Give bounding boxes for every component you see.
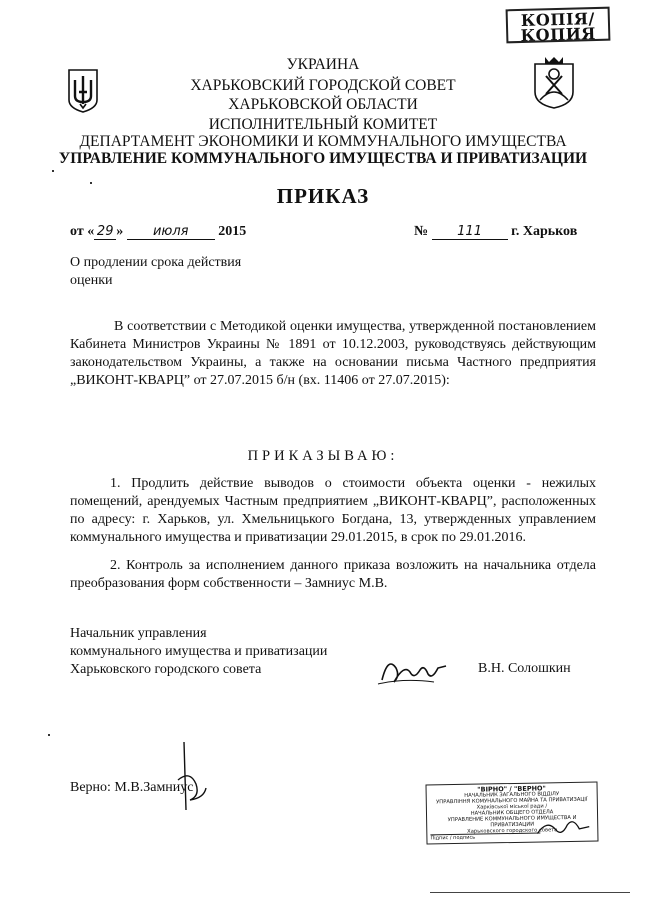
preamble-paragraph: В соответствии с Методикой оценки имущества, утвержденной постановлением Кабинета Министров Украины № 1891 от 10.12.2003, руководствуясь действующим законодательством Украины, а также на основании письма Частного предприятия „ВИКОНТ-КВАРЦ” от 27.07.2015 б/н (вх. 11406 от 27.07.2015): — [70, 319, 596, 388]
signatory-line2: коммунального имущества и приватизации — [70, 644, 328, 659]
stamp-line4: Харківської міської ради / — [476, 803, 548, 811]
stamp-line1: "ВІРНО" / "ВЕРНО" — [477, 784, 546, 794]
stamp-line5: НАЧАЛЬНИК ОБЩЕГО ОТДЕЛА — [470, 809, 554, 817]
scan-speck — [52, 170, 54, 172]
number-value: 111 — [432, 224, 508, 240]
scan-edge-line — [430, 892, 630, 893]
header-region: ХАРЬКОВСКОЙ ОБЛАСТИ — [228, 96, 418, 113]
date-prefix: от « — [70, 224, 95, 239]
stamp-line3: УПРАВЛІННЯ КОМУНАЛЬНОГО МАЙНА ТА ПРИВАТИЗАЦІЇ — [436, 796, 588, 806]
signatory-name: В.Н. Солошкин — [478, 661, 571, 676]
scan-speck — [90, 182, 92, 184]
signatory-line3: Харьковского городского совета — [70, 662, 262, 677]
order-item-2: 2. Контроль за исполнением данного приказа возложить на начальника отдела преобразования форм собственности – Замниус М.В. — [70, 558, 596, 591]
header-department: ДЕПАРТАМЕНТ ЭКОНОМИКИ И КОММУНАЛЬНОГО ИМУЩЕСТВА — [79, 133, 567, 150]
order-item-1: 1. Продлить действие выводов о стоимости объекта оценки - нежилых помещений, арендуемых Частным предприятием „ВИКОНТ-КВАРЦ”, расположенных по адресу: г. Харьков, ул. Хмельницького Богдана, 13, утвержденных управлением коммунального имущества и приватизации 29.01.2015, в срок по 29.01.2016. — [70, 476, 596, 545]
signatory-line1: Начальник управления — [70, 626, 207, 641]
date-year: 2015 — [218, 224, 247, 239]
copy-stamp-line2: КОПИЯ — [520, 24, 597, 45]
number-city: г. Харьков — [511, 224, 578, 239]
order-number — [414, 224, 577, 240]
stamp-signature-icon — [533, 815, 593, 840]
order-subject: О продлении срока действия оценки — [70, 255, 242, 288]
scan-speck — [48, 734, 50, 736]
stamp-line2: НАЧАЛЬНИК ЗАГАЛЬНОГО ВІДДІЛУ — [464, 791, 560, 799]
stamp-line6: УПРАВЛЕНИЕ КОММУНАЛЬНОГО ИМУЩЕСТВА И ПРИВАТИЗАЦИИ — [447, 814, 577, 829]
header-office: УПРАВЛЕНИЕ КОММУНАЛЬНОГО ИМУЩЕСТВА И ПРИВАТИЗАЦИИ — [58, 150, 588, 167]
order-word: ПРИКАЗЫВАЮ: — [247, 448, 399, 464]
document-title: ПРИКАЗ — [276, 184, 370, 208]
number-prefix: № — [414, 224, 429, 239]
verified-stamp — [425, 782, 598, 845]
header-country: УКРАИНА — [286, 56, 360, 73]
order-date — [70, 224, 246, 240]
stamp-line7: Харьковского городского совета — [467, 827, 558, 835]
header-committee: ИСПОЛНИТЕЛЬНЫЙ КОМИТЕТ — [208, 116, 438, 133]
signature-icon — [374, 650, 454, 690]
header-council: ХАРЬКОВСКИЙ ГОРОДСКОЙ СОВЕТ — [190, 77, 456, 94]
verifier-signature-icon — [150, 740, 210, 820]
date-month: июля — [127, 224, 215, 240]
date-mid: » — [116, 224, 124, 239]
signatory-block — [70, 625, 327, 679]
stamp-footer: Підпис / подпись — [430, 833, 540, 842]
date-day: 29 — [94, 224, 116, 240]
copy-stamp-line1: КОПІЯ/ — [520, 9, 596, 30]
copy-stamp — [506, 7, 611, 44]
verified-line: Верно: М.В.Замниус — [70, 780, 194, 795]
